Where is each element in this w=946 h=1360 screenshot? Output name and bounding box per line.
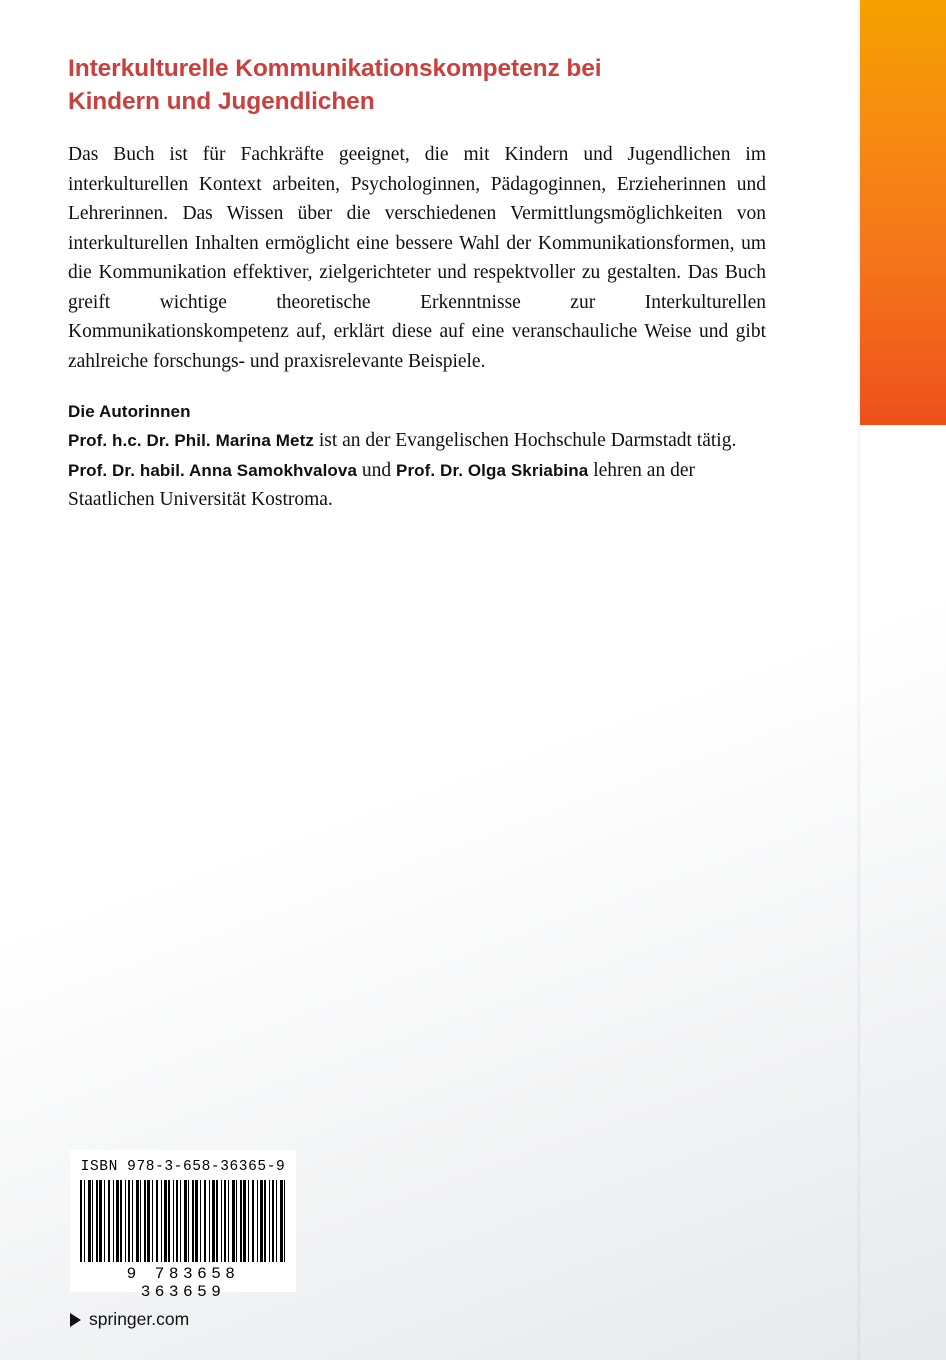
book-title: Interkulturelle Kommunikationskompetenz bei Kindern und Jugendlichen xyxy=(68,55,602,115)
isbn-barcode-block xyxy=(70,1150,296,1301)
author-1-name: Prof. h.c. Dr. Phil. Marina Metz xyxy=(68,431,314,450)
authors-heading: Die Autorinnen xyxy=(68,402,191,421)
author-conjunction: und xyxy=(357,459,397,481)
spine-edge-shadow xyxy=(856,0,860,1360)
author-3-name: Prof. Dr. Olga Skriabina xyxy=(396,460,589,480)
authors-affiliation-tail: lehren an der Staatlichen Universität Kostroma. xyxy=(68,459,695,510)
orange-spine-strip xyxy=(860,0,946,425)
cover-text-block xyxy=(68,52,768,515)
publisher-footer xyxy=(70,1309,189,1330)
book-blurb: Das Buch ist für Fachkräfte geeignet, die mit Kindern und Jugendlichen im interkulturellen Kontext arbeiten, Psychologinnen, Pädagoginnen, Erzieherinnen und Lehrerinnen. Das Wissen über die verschiedenen Vermittlungsmöglichkeiten von interkulturellen Inhalten ermöglicht eine bessere Wahl der Kommunikationsformen, um die Kommunikation effektiver, zielgerichteter und respektvoller zu gestalten. Das Buch greift wichtige theoretische Erkenntnisse zur Interkulturellen Kommunikationskompetenz auf, erklärt diese auf eine veranschauliche Weise und gibt zahlreiche forschungs- und praxisrelevante Beispiele. xyxy=(68,144,766,372)
author-2-name: Prof. Dr. habil. Anna Samokhvalova xyxy=(68,460,358,480)
isbn-label: ISBN 978-3-658-36365-9 xyxy=(80,1159,286,1175)
barcode-digits: 9 783658 363659 xyxy=(126,1265,240,1301)
publisher-url: springer.com xyxy=(89,1309,190,1329)
author-1-affiliation: ist an der Evangelischen Hochschule Darmstadt tätig. xyxy=(313,430,737,451)
barcode-bars xyxy=(80,1180,286,1262)
authors-body xyxy=(68,426,768,515)
play-triangle-icon xyxy=(70,1313,81,1327)
